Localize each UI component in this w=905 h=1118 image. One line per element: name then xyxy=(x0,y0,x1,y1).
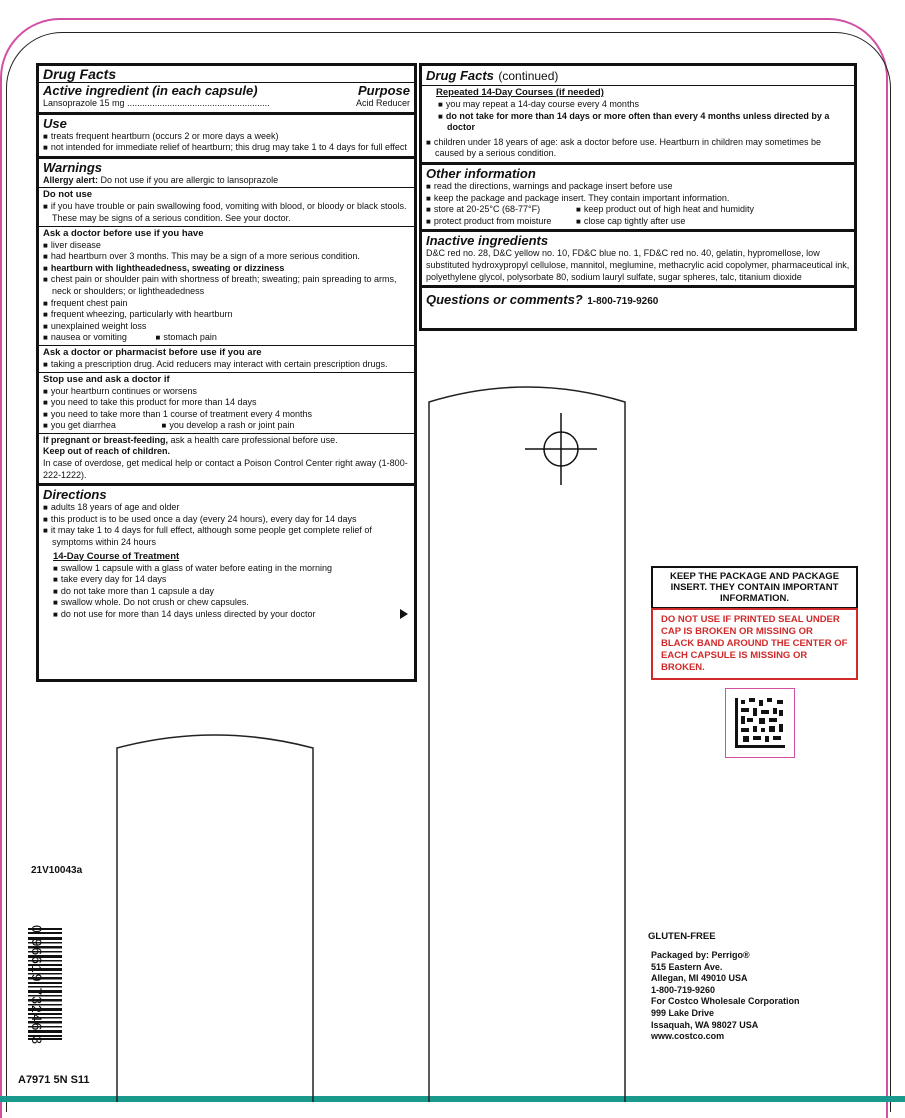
stop-use-heading: Stop use and ask a doctor if xyxy=(43,373,170,385)
packager-line: 515 Eastern Ave. xyxy=(651,961,723,972)
datamatrix-code-icon xyxy=(725,688,795,758)
use-heading: Use xyxy=(43,115,67,131)
course-item: ■ do not take more than 1 capsule a day xyxy=(53,586,410,598)
other-information-section xyxy=(422,165,854,232)
active-ingredient-heading: Active ingredient (in each capsule) xyxy=(43,83,258,98)
ask-doctor-item: ■ heartburn with lightheadedness, sweating or dizziness xyxy=(43,263,410,275)
tamper-seal-warning: DO NOT USE IF PRINTED SEAL UNDER CAP IS BROKEN OR MISSING OR BLACK BAND AROUND THE CENTER OF EACH CAPSULE IS MISSING OR BROKEN. xyxy=(651,608,858,680)
directions-item: ■ it may take 1 to 4 days for full effect, although some people get complete relief of symptoms within 24 hours xyxy=(43,525,410,548)
questions-section xyxy=(422,288,854,311)
packager-line: Packaged by: Perrigo® xyxy=(651,950,750,960)
use-item: ■ not intended for immediate relief of heartburn; this drug may take 1 to 4 days for full effect xyxy=(43,142,410,154)
ask-doctor-item: ■ frequent wheezing, particularly with heartburn xyxy=(43,309,410,321)
ask-pharmacist-heading: Ask a doctor or pharmacist before use if you are xyxy=(43,346,262,358)
registration-mark-icon xyxy=(525,413,597,485)
allergy-label: Allergy alert: xyxy=(43,174,99,185)
other-info-item: ■ keep product out of high heat and humidity xyxy=(576,204,754,216)
questions-label: Questions or comments? xyxy=(426,292,583,308)
children-item: ■ children under 18 years of age: ask a doctor before use. Heartburn in children may sometimes be caused by a serious condition. xyxy=(426,137,850,160)
ask-doctor-item: ■ chest pain or shoulder pain with shortness of breath; sweating; pain spreading to arms, neck or shoulders; or lightheadedness xyxy=(43,274,410,297)
warnings-section xyxy=(39,159,414,486)
stop-use-item: ■ you get diarrhea xyxy=(43,420,153,432)
other-info-heading: Other information xyxy=(426,165,536,181)
right-label-window xyxy=(425,380,630,1102)
continue-arrow-icon xyxy=(400,609,408,619)
use-item: ■ treats frequent heartburn (occurs 2 or more days a week) xyxy=(43,131,410,143)
purpose-line: Acid Reducer xyxy=(355,98,410,108)
ask-doctor-item: ■ frequent chest pain xyxy=(43,298,410,310)
ask-pharmacist-item: ■ taking a prescription drug. Acid reducers may interact with certain prescription drugs. xyxy=(43,359,410,371)
overdose-text: In case of overdose, get medical help or contact a Poison Control Center right away (1-800-222-1222). xyxy=(43,458,408,480)
do-not-use-item: ■ if you have trouble or pain swallowing food, vomiting with blood, or bloody or black stools. These may be signs of a serious condition. See your doctor. xyxy=(43,201,410,224)
repeated-course-item: ■ you may repeat a 14-day course every 4 months xyxy=(438,99,850,111)
course-item: ■ do not use for more than 14 days unless directed by your doctor xyxy=(53,609,410,621)
pregnant-label: If pregnant or breast-feeding, xyxy=(43,434,169,445)
purpose-heading: Purpose xyxy=(357,83,410,98)
continued-section xyxy=(422,66,854,165)
continued-label: (continued) xyxy=(498,69,559,83)
packager-info xyxy=(651,950,800,1043)
stop-use-item: ■ you need to take this product for more than 14 days xyxy=(43,397,410,409)
course-item: ■ swallow 1 capsule with a glass of water before eating in the morning xyxy=(53,563,410,575)
drug-facts-cont-title: Drug Facts xyxy=(426,68,494,83)
packager-line: 999 Lake Drive xyxy=(651,1007,715,1018)
stop-use-item: ■ your heartburn continues or worsens xyxy=(43,386,410,398)
active-ingredient-line: Lansoprazole 15 mg ......................................................... xyxy=(43,98,270,108)
directions-item: ■ adults 18 years of age and older xyxy=(43,502,410,514)
ask-doctor-item: ■ stomach pain xyxy=(156,332,266,344)
directions-section xyxy=(39,486,414,622)
barcode-digits: 0 96619 73246 3 xyxy=(29,924,45,1046)
packager-line: For Costco Wholesale Corporation xyxy=(651,996,800,1007)
drug-facts-right-panel xyxy=(419,63,857,331)
gluten-free-label: GLUTEN-FREE xyxy=(648,931,716,942)
course-heading: 14-Day Course of Treatment xyxy=(53,550,180,562)
other-info-item: ■ keep the package and package insert. They contain important information. xyxy=(426,193,850,205)
left-label-window xyxy=(113,728,318,1102)
other-info-item: ■ close cap tightly after use xyxy=(576,216,686,228)
ask-doctor-item: ■ unexplained weight loss xyxy=(43,321,410,333)
keep-package-notice: KEEP THE PACKAGE AND PACKAGE INSERT. THEY CONTAIN IMPORTANT INFORMATION. xyxy=(651,566,858,609)
active-ingredient-section xyxy=(39,66,414,115)
packager-line: 1-800-719-9260 xyxy=(651,984,716,995)
inactive-heading: Inactive ingredients xyxy=(426,233,549,249)
directions-item: ■ this product is to be used once a day (every 24 hours), every day for 14 days xyxy=(43,514,410,526)
ask-doctor-heading: Ask a doctor before use if you have xyxy=(43,227,204,239)
pregnant-text: ask a health care professional before use. xyxy=(170,434,338,445)
directions-heading: Directions xyxy=(43,487,107,503)
inactive-text: D&C red no. 28, D&C yellow no. 10, FD&C blue no. 1, FD&C red no. 40, gelatin, hypromellose, low substituted hydroxypropyl cellulose, mannitol, meglumine, methacrylic acid copolymer, pharmaceutical ink, polyethylene glycol, polysorbate 80, sodium lauryl sulfate, sugar spheres, talc, titanium dioxide xyxy=(426,248,850,282)
course-item: ■ swallow whole. Do not crush or chew capsules. xyxy=(53,597,410,609)
warnings-heading: Warnings xyxy=(43,159,102,175)
allergy-text: Do not use if you are allergic to lansoprazole xyxy=(100,174,279,185)
packager-line: Issaquah, WA 98027 USA xyxy=(651,1019,759,1030)
lot-code-bottom: A7971 5N S11 xyxy=(18,1074,90,1086)
course-item: ■ take every day for 14 days xyxy=(53,574,410,586)
packager-line: www.costco.com xyxy=(651,1031,725,1042)
drug-facts-title: Drug Facts xyxy=(43,66,117,82)
inactive-ingredients-section xyxy=(422,232,854,288)
ask-doctor-item: ■ liver disease xyxy=(43,240,410,252)
do-not-use-heading: Do not use xyxy=(43,189,93,201)
stop-use-item: ■ you develop a rash or joint pain xyxy=(162,420,295,432)
ask-doctor-item: ■ nausea or vomiting xyxy=(43,332,153,344)
packager-line: Allegan, MI 49010 USA xyxy=(651,973,748,984)
other-info-item: ■ store at 20-25°C (68-77°F) xyxy=(426,204,576,216)
ask-doctor-item: ■ had heartburn over 3 months. This may be a sign of a more serious condition. xyxy=(43,251,410,263)
stop-use-item: ■ you need to take more than 1 course of treatment every 4 months xyxy=(43,409,410,421)
repeated-course-item: ■ do not take for more than 14 days or more often than every 4 months unless directed by a doctor xyxy=(438,111,850,134)
lot-code-top: 21V10043a xyxy=(31,865,83,876)
keep-out-of-reach: Keep out of reach of children. xyxy=(43,446,171,457)
other-info-item: ■ read the directions, warnings and package insert before use xyxy=(426,181,850,193)
drug-facts-left-panel xyxy=(36,63,417,682)
use-section xyxy=(39,115,414,159)
repeated-courses-heading: Repeated 14-Day Courses (if needed) xyxy=(436,87,604,98)
questions-phone: 1-800-719-9260 xyxy=(587,296,659,308)
other-info-item: ■ protect product from moisture xyxy=(426,216,576,228)
